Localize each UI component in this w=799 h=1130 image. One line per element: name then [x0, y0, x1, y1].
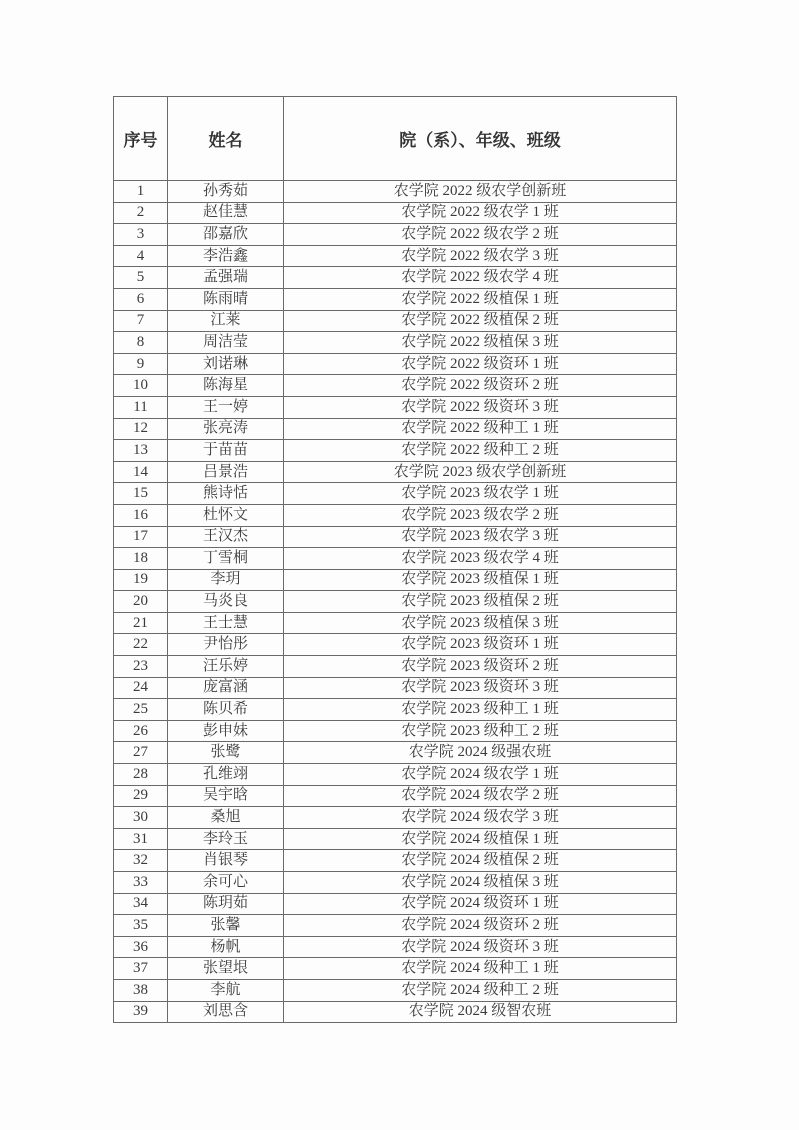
table-row [114, 202, 677, 224]
cell-department-grade-class: 农学院 2022 级资环 1 班 [284, 353, 677, 375]
cell-serial-number: 16 [114, 504, 168, 526]
cell-department-grade-class: 农学院 2023 级植保 3 班 [284, 612, 677, 634]
cell-department-grade-class: 农学院 2024 级种工 1 班 [284, 958, 677, 980]
cell-department-grade-class: 农学院 2024 级农学 2 班 [284, 785, 677, 807]
table-row [114, 332, 677, 354]
table-row [114, 569, 677, 591]
table-row [114, 310, 677, 332]
cell-student-name: 于苗苗 [168, 440, 284, 462]
table-row [114, 936, 677, 958]
cell-student-name: 张望垠 [168, 958, 284, 980]
cell-serial-number: 13 [114, 440, 168, 462]
cell-serial-number: 2 [114, 202, 168, 224]
cell-student-name: 周洁莹 [168, 332, 284, 354]
cell-department-grade-class: 农学院 2024 级植保 1 班 [284, 828, 677, 850]
cell-serial-number: 39 [114, 1001, 168, 1023]
cell-department-grade-class: 农学院 2023 级农学 2 班 [284, 504, 677, 526]
table-row [114, 850, 677, 872]
cell-serial-number: 27 [114, 742, 168, 764]
table-row [114, 656, 677, 678]
header-row [114, 97, 677, 181]
cell-serial-number: 8 [114, 332, 168, 354]
cell-serial-number: 20 [114, 591, 168, 613]
table-row [114, 742, 677, 764]
cell-student-name: 马炎良 [168, 591, 284, 613]
cell-department-grade-class: 农学院 2023 级植保 1 班 [284, 569, 677, 591]
table-row [114, 1001, 677, 1023]
cell-department-grade-class: 农学院 2023 级资环 1 班 [284, 634, 677, 656]
table-row [114, 591, 677, 613]
cell-department-grade-class: 农学院 2022 级农学 3 班 [284, 245, 677, 267]
column-header-department-grade-class: 院（系）、年级、班级 [284, 97, 677, 181]
cell-student-name: 王一婷 [168, 396, 284, 418]
cell-student-name: 王汉杰 [168, 526, 284, 548]
cell-department-grade-class: 农学院 2024 级智农班 [284, 1001, 677, 1023]
cell-student-name: 桑旭 [168, 807, 284, 829]
cell-student-name: 李玲玉 [168, 828, 284, 850]
cell-department-grade-class: 农学院 2022 级农学 4 班 [284, 267, 677, 289]
cell-department-grade-class: 农学院 2023 级种工 2 班 [284, 720, 677, 742]
cell-serial-number: 24 [114, 677, 168, 699]
cell-serial-number: 34 [114, 893, 168, 915]
cell-serial-number: 30 [114, 807, 168, 829]
table-row [114, 807, 677, 829]
cell-department-grade-class: 农学院 2024 级资环 1 班 [284, 893, 677, 915]
cell-serial-number: 17 [114, 526, 168, 548]
cell-department-grade-class: 农学院 2023 级农学创新班 [284, 461, 677, 483]
cell-serial-number: 10 [114, 375, 168, 397]
cell-student-name: 陈海星 [168, 375, 284, 397]
cell-student-name: 陈玥茹 [168, 893, 284, 915]
table-row [114, 375, 677, 397]
cell-department-grade-class: 农学院 2022 级植保 3 班 [284, 332, 677, 354]
cell-serial-number: 23 [114, 656, 168, 678]
cell-serial-number: 25 [114, 699, 168, 721]
cell-department-grade-class: 农学院 2023 级种工 1 班 [284, 699, 677, 721]
cell-student-name: 彭申妹 [168, 720, 284, 742]
table-row [114, 785, 677, 807]
cell-serial-number: 9 [114, 353, 168, 375]
cell-serial-number: 29 [114, 785, 168, 807]
cell-department-grade-class: 农学院 2022 级植保 2 班 [284, 310, 677, 332]
table-row [114, 483, 677, 505]
cell-student-name: 吴宇晗 [168, 785, 284, 807]
student-roster-table [113, 96, 677, 1023]
cell-student-name: 尹怡彤 [168, 634, 284, 656]
table-row [114, 872, 677, 894]
cell-serial-number: 18 [114, 548, 168, 570]
cell-department-grade-class: 农学院 2022 级农学创新班 [284, 181, 677, 203]
column-header-serial-number: 序号 [114, 97, 168, 181]
cell-student-name: 熊诗恬 [168, 483, 284, 505]
table-row [114, 612, 677, 634]
table-row [114, 224, 677, 246]
cell-student-name: 丁雪桐 [168, 548, 284, 570]
cell-student-name: 赵佳慧 [168, 202, 284, 224]
cell-department-grade-class: 农学院 2023 级农学 3 班 [284, 526, 677, 548]
cell-serial-number: 1 [114, 181, 168, 203]
table-row [114, 267, 677, 289]
cell-serial-number: 33 [114, 872, 168, 894]
cell-student-name: 李浩鑫 [168, 245, 284, 267]
column-header-name: 姓名 [168, 97, 284, 181]
cell-student-name: 汪乐婷 [168, 656, 284, 678]
cell-department-grade-class: 农学院 2022 级资环 3 班 [284, 396, 677, 418]
cell-student-name: 李航 [168, 979, 284, 1001]
cell-serial-number: 35 [114, 915, 168, 937]
cell-student-name: 张亮涛 [168, 418, 284, 440]
table-row [114, 288, 677, 310]
cell-department-grade-class: 农学院 2022 级种工 1 班 [284, 418, 677, 440]
cell-student-name: 吕景浩 [168, 461, 284, 483]
cell-student-name: 刘思含 [168, 1001, 284, 1023]
table-row [114, 181, 677, 203]
cell-serial-number: 38 [114, 979, 168, 1001]
cell-department-grade-class: 农学院 2023 级植保 2 班 [284, 591, 677, 613]
cell-serial-number: 7 [114, 310, 168, 332]
cell-serial-number: 26 [114, 720, 168, 742]
table-row [114, 504, 677, 526]
cell-student-name: 孔维翊 [168, 764, 284, 786]
cell-department-grade-class: 农学院 2022 级植保 1 班 [284, 288, 677, 310]
cell-department-grade-class: 农学院 2023 级农学 1 班 [284, 483, 677, 505]
cell-serial-number: 19 [114, 569, 168, 591]
cell-student-name: 邵嘉欣 [168, 224, 284, 246]
cell-student-name: 张馨 [168, 915, 284, 937]
cell-serial-number: 22 [114, 634, 168, 656]
table-body [114, 181, 677, 1023]
cell-department-grade-class: 农学院 2024 级种工 2 班 [284, 979, 677, 1001]
table-row [114, 915, 677, 937]
table-row [114, 526, 677, 548]
cell-department-grade-class: 农学院 2022 级种工 2 班 [284, 440, 677, 462]
cell-serial-number: 12 [114, 418, 168, 440]
cell-serial-number: 3 [114, 224, 168, 246]
table-row [114, 548, 677, 570]
cell-student-name: 李玥 [168, 569, 284, 591]
cell-serial-number: 5 [114, 267, 168, 289]
cell-department-grade-class: 农学院 2024 级强农班 [284, 742, 677, 764]
table-row [114, 720, 677, 742]
cell-department-grade-class: 农学院 2022 级资环 2 班 [284, 375, 677, 397]
cell-department-grade-class: 农学院 2024 级农学 1 班 [284, 764, 677, 786]
table-row [114, 893, 677, 915]
cell-department-grade-class: 农学院 2023 级资环 3 班 [284, 677, 677, 699]
cell-student-name: 孙秀茹 [168, 181, 284, 203]
cell-department-grade-class: 农学院 2024 级资环 3 班 [284, 936, 677, 958]
table-row [114, 418, 677, 440]
table-row [114, 764, 677, 786]
cell-serial-number: 36 [114, 936, 168, 958]
cell-serial-number: 4 [114, 245, 168, 267]
table-row [114, 979, 677, 1001]
cell-department-grade-class: 农学院 2023 级资环 2 班 [284, 656, 677, 678]
cell-student-name: 庞富涵 [168, 677, 284, 699]
cell-serial-number: 37 [114, 958, 168, 980]
cell-student-name: 肖银琴 [168, 850, 284, 872]
table-row [114, 245, 677, 267]
table-row [114, 677, 677, 699]
table-row [114, 634, 677, 656]
cell-student-name: 张鹭 [168, 742, 284, 764]
cell-department-grade-class: 农学院 2022 级农学 1 班 [284, 202, 677, 224]
table-header [114, 97, 677, 181]
cell-serial-number: 15 [114, 483, 168, 505]
cell-department-grade-class: 农学院 2024 级植保 3 班 [284, 872, 677, 894]
cell-serial-number: 32 [114, 850, 168, 872]
cell-serial-number: 28 [114, 764, 168, 786]
cell-student-name: 余可心 [168, 872, 284, 894]
cell-student-name: 江莱 [168, 310, 284, 332]
cell-student-name: 杨帆 [168, 936, 284, 958]
cell-serial-number: 6 [114, 288, 168, 310]
table-row [114, 440, 677, 462]
table-row [114, 396, 677, 418]
table-row [114, 699, 677, 721]
cell-student-name: 陈贝希 [168, 699, 284, 721]
cell-serial-number: 14 [114, 461, 168, 483]
table-row [114, 958, 677, 980]
cell-serial-number: 11 [114, 396, 168, 418]
table-row [114, 353, 677, 375]
cell-department-grade-class: 农学院 2024 级农学 3 班 [284, 807, 677, 829]
cell-student-name: 刘诺琳 [168, 353, 284, 375]
cell-serial-number: 21 [114, 612, 168, 634]
cell-student-name: 王士慧 [168, 612, 284, 634]
cell-department-grade-class: 农学院 2023 级农学 4 班 [284, 548, 677, 570]
cell-department-grade-class: 农学院 2022 级农学 2 班 [284, 224, 677, 246]
cell-student-name: 陈雨晴 [168, 288, 284, 310]
cell-student-name: 杜怀文 [168, 504, 284, 526]
table-row [114, 828, 677, 850]
cell-student-name: 孟强瑞 [168, 267, 284, 289]
cell-department-grade-class: 农学院 2024 级植保 2 班 [284, 850, 677, 872]
cell-serial-number: 31 [114, 828, 168, 850]
table-row [114, 461, 677, 483]
cell-department-grade-class: 农学院 2024 级资环 2 班 [284, 915, 677, 937]
